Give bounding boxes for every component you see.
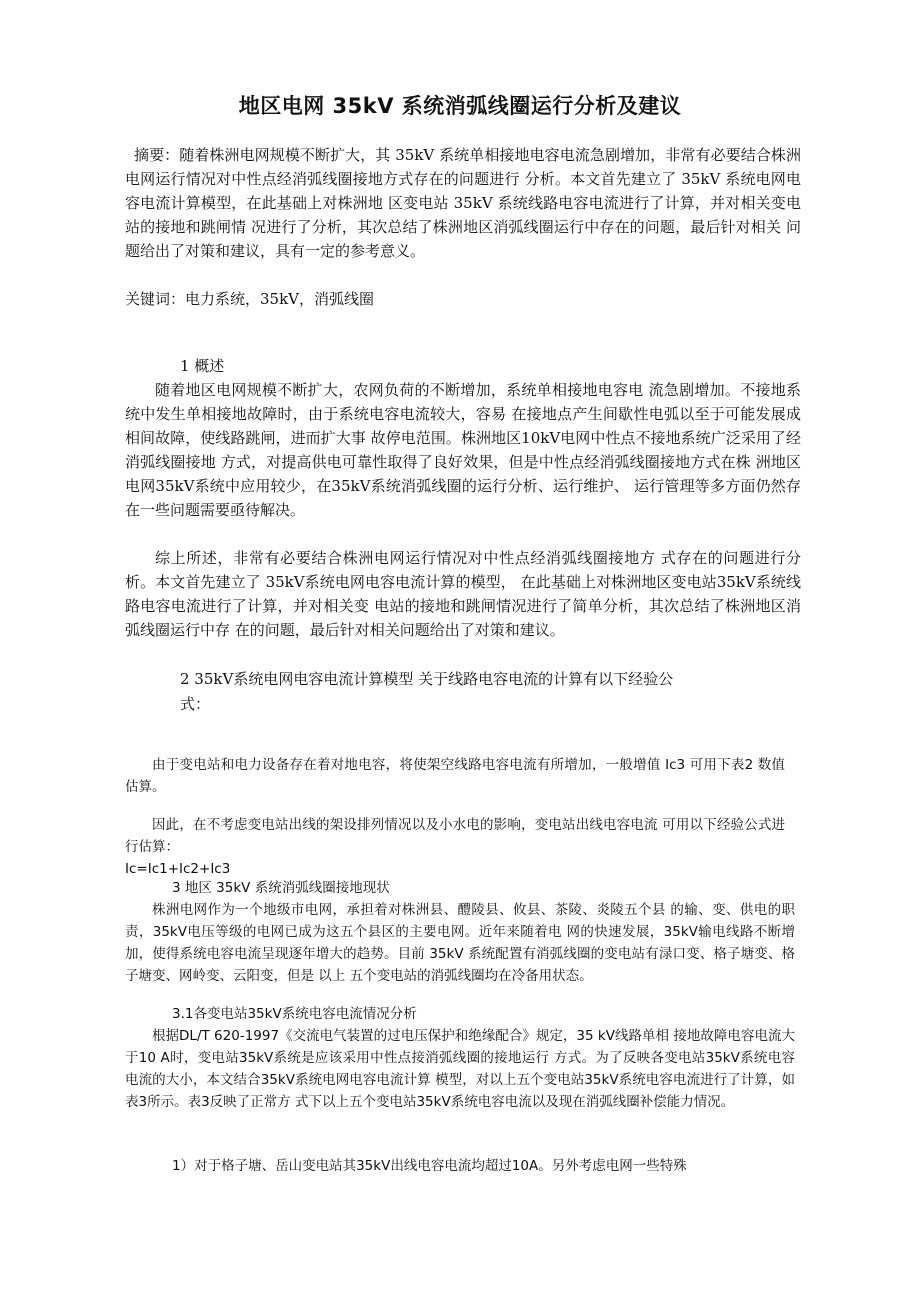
keywords-line: 关键词：电力系统，35kV，消弧线圈 xyxy=(125,290,375,308)
substation-capacitance-paragraph: 由于变电站和电力设备存在着对地电容，将使架空线路电容电流有所增加，一般增值 Ic3 可用下表2 数值估算。 xyxy=(125,757,785,795)
list-item-1: 1）对于格子塘、岳山变电站其35kV出线电容电流均超过10A。另外考虑电网一些特殊 xyxy=(172,1158,687,1174)
section1-paragraph-1: 随着地区电网规模不断扩大，农网负荷的不断增加，系统单相接地电容电 流急剧增加。不接地系统中发生单相接地故障时，由于系统电容电流较大，容易 在接地点产生间歇性电弧以至于可能发展成相间故障，使线路跳闸，进而扩大事 故停电范围。株洲地区10kV电网中性点不接地系统广泛采用了经消弧线圈接地 方式，对提高供电可靠性取得了良好效果，但是中性点经消弧线圈接地方式在株 洲地区电网35kV系统中应用较少，在35kV系统消弧线圈的运行分析、运行维护、 运行管理等多方面仍然存在一些问题需要亟待解决。 xyxy=(125,381,801,519)
section1-heading: 1 概述 xyxy=(180,357,225,375)
section31-heading: 3.1各变电站35kV系统电容电流情况分析 xyxy=(172,1006,417,1022)
section2-heading-continued: 式： xyxy=(180,695,211,713)
capacitance-formula: Ic=Ic1+Ic2+Ic3 xyxy=(125,861,231,877)
section2-heading: 2 35kV系统电网电容电流计算模型 关于线路电容电流的计算有以下经验公 xyxy=(180,670,674,688)
section3-heading: 3 地区 35kV 系统消弧线圈接地现状 xyxy=(172,880,390,896)
section1-paragraph-2: 综上所述，非常有必要结合株洲电网运行情况对中性点经消弧线圈接地方 式存在的问题进行分析。本文首先建立了 35kV系统电网电容电流计算的模型， 在此基础上对株洲地区变电站35kV系统线路电容电流进行了计算，并对相关变 电站的接地和跳闸情况进行了简单分析，其次总结了株洲地区消弧线圈运行中存 在的问题，最后针对相关问题给出了对策和建议。 xyxy=(125,549,801,639)
section3-paragraph: 株洲电网作为一个地级市电网，承担着对株洲县、醴陵县、攸县、茶陵、炎陵五个县 的输、变、供电的职责，35kV电压等级的电网已成为这五个县区的主要电网。近年来随着电 网的快速发展，35kV输电线路不断增加，使得系统电容电流呈现逐年增大的趋势。目前 35kV 系统配置有消弧线圈的变电站有渌口变、格子塘变、格子塘变、网岭变、云阳变，但是 以上 五个变电站的消弧线圈均在冷备用状态。 xyxy=(125,902,795,984)
estimation-paragraph: 因此，在不考虑变电站出线的架设排列情况以及小水电的影响，变电站出线电容电流 可用以下经验公式进行估算： xyxy=(125,817,785,855)
section31-paragraph: 根据DL/T 620-1997《交流电气装置的过电压保护和绝缘配合》规定，35 kV线路单相 接地故障电容电流大于10 A时，变电站35kV系统是应该采用中性点接消弧线圈的接地运行 方式。为了反映各变电站35kV系统电容电流的大小，本文结合35kV系统电网电容电流计算 模型，对以上五个变电站35kV系统电容电流进行了计算，如表3所示。表3反映了正常方 式下以上五个变电站35kV系统电容电流以及现在消弧线圈补偿能力情况。 xyxy=(125,1028,795,1110)
document-title: 地区电网 35kV 系统消弧线圈运行分析及建议 xyxy=(238,94,682,118)
abstract-paragraph: 摘要：随着株洲电网规模不断扩大，其 35kV 系统单相接地电容电流急剧增加，非常有必要结合株洲电网运行情况对中性点经消弧线圈接地方式存在的问题进行 分析。本文首先建立了 35kV 系统电网电容电流计算模型，在此基础上对株洲地 区变电站 35kV 系统线路电容电流进行了计算，并对相关变电站的接地和跳闸情 况进行了分析，其次总结了株洲地区消弧线圈运行中存在的问题，最后针对相关 问题给出了对策和建议，具有一定的参考意义。 xyxy=(125,146,801,260)
